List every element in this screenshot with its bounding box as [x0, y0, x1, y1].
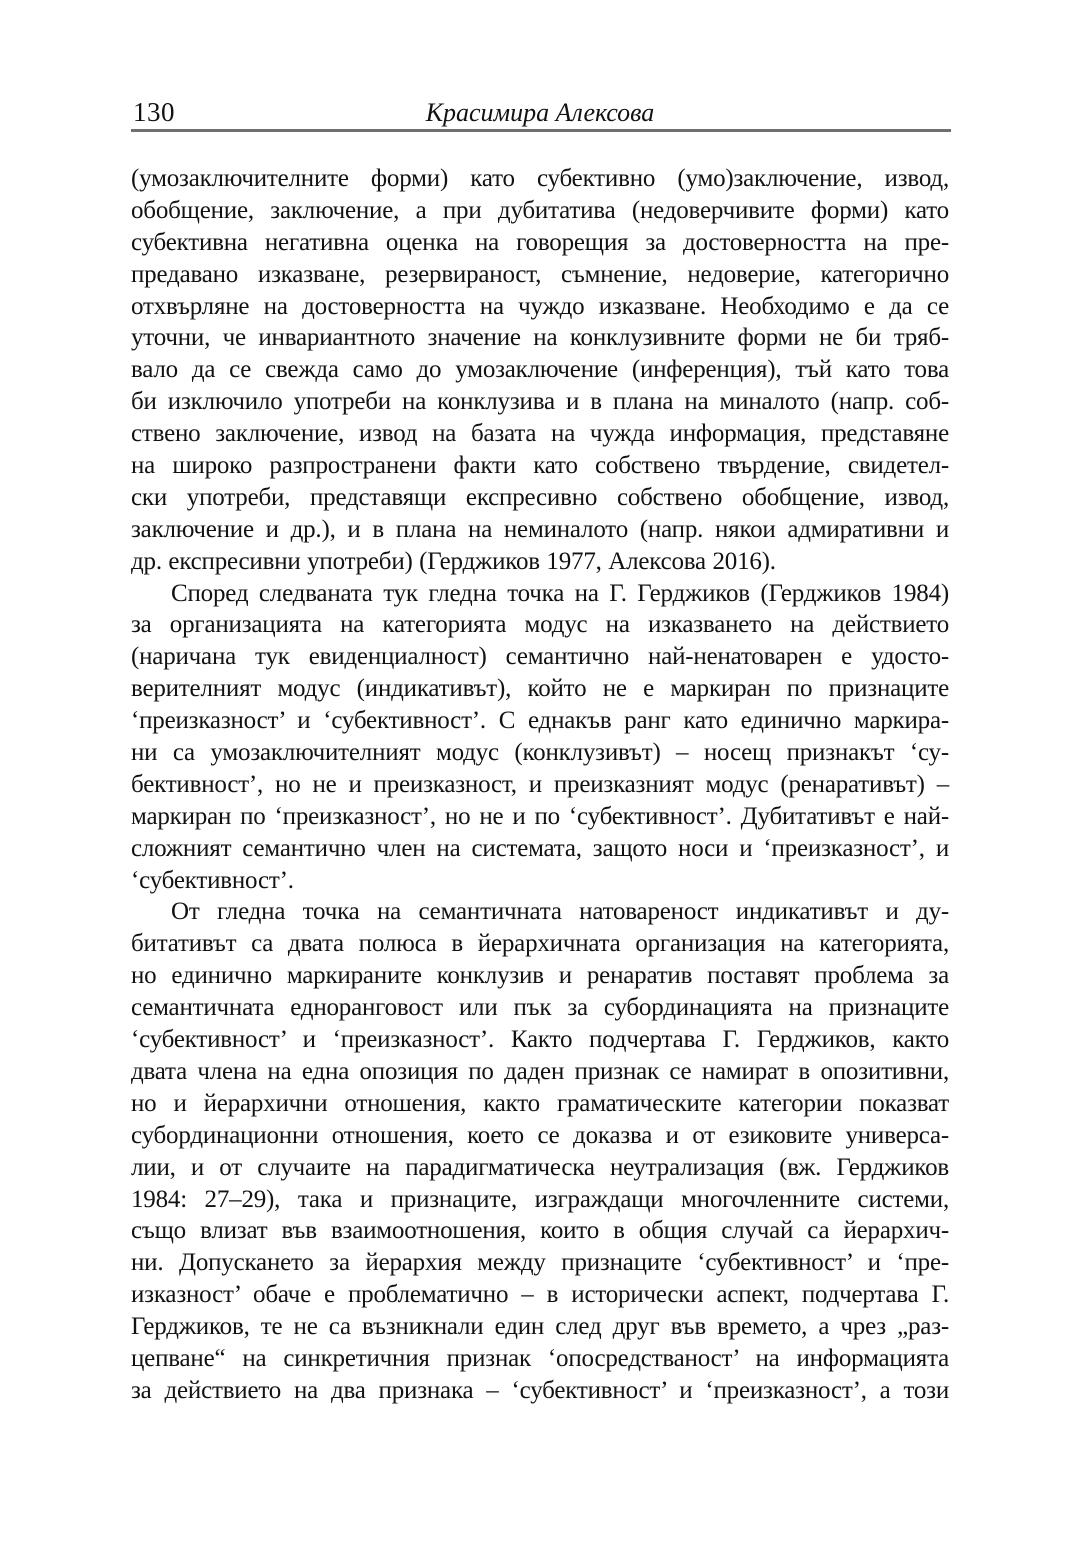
text-line: маркиран по ‘преизказност’, но не и по ‘субективност’. Дубитативът е най-	[131, 802, 949, 830]
text-line: субективна негативна оценка на говорещия за достоверността на пре-	[131, 228, 949, 256]
text-line: уточни, че инвариантното значение на конклузивните форми не би тряб-	[131, 324, 949, 352]
text-line: вало да се свежда само до умозаключение (инференция), тъй като това	[131, 356, 949, 384]
text-line: 1984: 27–29), така и признаците, изграждащи многочленните системи,	[131, 1185, 949, 1213]
text-line: двата члена на една опозиция по даден признак се намират в опозитивни,	[131, 1057, 949, 1085]
text-line: на широко разпространени факти като собствено твърдение, свидетел-	[131, 452, 949, 480]
text-line: ‘преизказност’ и ‘субективност’. С еднакъв ранг като единично маркира-	[131, 707, 949, 735]
text-line: цепване“ на синкретичния признак ‘опосредстваност’ на информацията	[131, 1344, 949, 1372]
text-line: отхвърляне на достоверността на чуждо изказване. Необходимо е да се	[131, 292, 949, 320]
text-line: обобщение, заключение, а при дубитатива (недоверчивите форми) като	[131, 196, 949, 224]
text-line: за организацията на категорията модус на изказването на действието	[131, 611, 949, 639]
text-line: (наричана тук евиденциалност) семантично най-ненатоварен е удосто-	[131, 643, 949, 671]
text-line: но и йерархични отношения, както граматическите категории показват	[131, 1089, 949, 1117]
text-line: изказност’ обаче е проблематично – в исторически аспект, подчертава Г.	[131, 1281, 949, 1309]
text-line: за действието на два признака – ‘субективност’ и ‘преизказност’, а този	[131, 1376, 949, 1404]
text-line: ни са умозаключителният модус (конклузивът) – носещ признакът ‘су-	[131, 739, 949, 767]
text-line: ‘субективност’.	[131, 866, 294, 894]
text-line: бективност’, но не и преизказност, и преизказният модус (ренаративът) –	[131, 770, 949, 798]
page-header	[131, 94, 949, 130]
text-line: също влизат във взаимоотношения, които в общия случай са йерархич-	[131, 1217, 949, 1245]
text-line: ствено заключение, извод на базата на чужда информация, представяне	[131, 420, 949, 448]
text-line: верителният модус (индикативът), който не е маркиран по признаците	[131, 675, 949, 703]
text-line: заключение и др.), и в плана на неминалото (напр. някои адмиративни и	[131, 515, 949, 543]
text-line: От гледна точка на семантичната натовареност индикативът и ду-	[171, 898, 949, 926]
text-line: сложният семантично член на системата, защото носи и ‘преизказност’, и	[131, 834, 949, 862]
body-text	[131, 163, 949, 1407]
text-line: др. експресивни употреби) (Герджиков 1977, Алексова 2016).	[131, 547, 776, 575]
text-line: субординационни отношения, което се доказва и от езиковите универса-	[131, 1121, 949, 1149]
text-line: Според следваната тук гледна точка на Г. Герджиков (Герджиков 1984)	[171, 579, 949, 607]
text-line: предавано изказване, резервираност, съмнение, недоверие, категорично	[131, 260, 949, 288]
header-rule	[131, 129, 951, 132]
text-line: семантичната едноранговост или пък за субординацията на признаците	[131, 994, 949, 1022]
text-line: ‘субективност’ и ‘преизказност’. Както подчертава Г. Герджиков, както	[131, 1026, 949, 1054]
text-line: би изключило употреби на конклузива и в плана на миналото (напр. соб-	[131, 388, 949, 416]
running-head: Красимира Алексова	[425, 98, 655, 127]
text-line: ни. Допускането за йерархия между признаците ‘субективност’ и ‘пре-	[131, 1249, 949, 1277]
text-line: (умозаключителните форми) като субективно (умо)заключение, извод,	[131, 165, 949, 192]
text-line: но единично маркираните конклузив и ренаратив поставят проблема за	[131, 962, 949, 990]
text-line: Герджиков, те не са възникнали един след друг във времето, а чрез „раз-	[131, 1313, 949, 1341]
text-line: лии, и от случаите на парадигматическа неутрализация (вж. Герджиков	[131, 1153, 949, 1181]
text-line: битативът са двата полюса в йерархичната организация на категорията,	[131, 930, 949, 958]
page-number: 130	[133, 97, 175, 127]
text-line: ски употреби, представящи експресивно собствено обобщение, извод,	[131, 483, 949, 511]
